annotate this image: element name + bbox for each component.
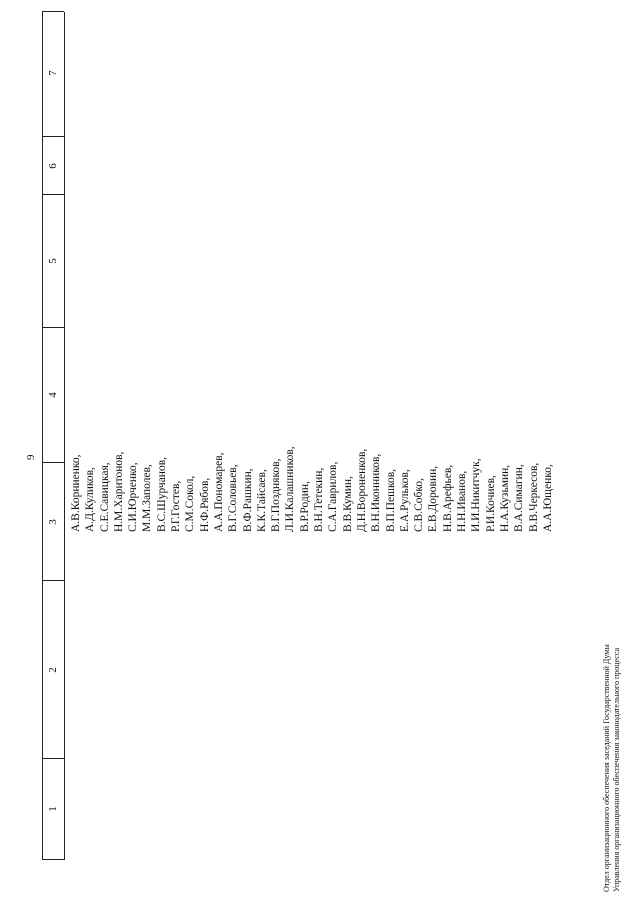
name-entry: Л.И.Калашников,	[284, 446, 297, 532]
name-entry: В.Ф.Рашкин,	[241, 468, 254, 532]
name-entry: С.В.Собко,	[413, 478, 426, 532]
column-number-6: 6	[47, 163, 59, 169]
name-entry: Н.М.Харитонов,	[112, 451, 125, 532]
name-entry: А.А.Ющенко,	[541, 464, 554, 532]
name-entry: В.Н.Иконников,	[370, 453, 383, 532]
table-top-border	[42, 12, 43, 860]
names-list	[69, 446, 555, 532]
name-entry: В.Г.Соловьев,	[227, 464, 240, 532]
footer-department	[602, 644, 622, 892]
column-number-7: 7	[47, 70, 59, 76]
column-number-3: 3	[47, 519, 59, 525]
column-divider	[42, 859, 64, 860]
name-entry: С.Е.Савицкая,	[98, 462, 111, 532]
column-number-2: 2	[47, 667, 59, 673]
name-entry: С.М.Сокол,	[184, 475, 197, 532]
name-entry: А.В.Корниенко,	[70, 454, 82, 532]
column-number-4: 4	[47, 392, 59, 398]
column-divider	[42, 11, 64, 12]
column-number-5: 5	[47, 258, 59, 264]
name-entry: В.В.Черкесов,	[527, 462, 540, 532]
name-entry: А.Д.Куликов,	[84, 467, 97, 532]
column-divider	[42, 136, 64, 137]
name-entry: Е.В.Доровин,	[427, 465, 440, 532]
name-entry: В.Р.Родин,	[298, 481, 311, 532]
name-entry: Р.И.Кочиев,	[484, 475, 497, 532]
name-entry: В.П.Пешков,	[384, 468, 397, 532]
column-divider	[42, 580, 64, 581]
table-header-bottom-border	[64, 12, 65, 860]
column-divider	[42, 758, 64, 759]
footer-line: Управления организационного обеспечения законодательного процесса	[612, 647, 621, 892]
name-entry: К.К.Тайсаев,	[255, 469, 268, 532]
name-entry: С.А.Гаврилов,	[327, 461, 340, 532]
column-divider	[42, 462, 64, 463]
column-divider	[42, 194, 64, 195]
page-number: 9	[25, 454, 37, 460]
column-divider	[42, 327, 64, 328]
name-entry: В.Н.Тетекин,	[313, 467, 326, 532]
name-entry: Н.А.Кузьмин,	[498, 464, 511, 532]
name-entry: Н.В.Арефьев,	[441, 464, 454, 532]
name-entry: В.С.Шурчанов,	[155, 456, 168, 532]
name-entry: Д.Н.Вороненков,	[355, 448, 368, 532]
name-entry: А.А.Пономарев,	[212, 452, 225, 532]
footer-line: Отдел организационного обеспечения заседаний Государственной Думы	[602, 644, 611, 892]
name-entry: С.И.Юрченко,	[127, 462, 140, 532]
name-entry: Н.Н.Иванов,	[456, 470, 469, 532]
name-entry: В.Г.Поздняков,	[270, 458, 283, 532]
name-entry: В.А.Симагин,	[513, 464, 526, 532]
name-entry: Е.А.Рульков,	[398, 469, 411, 532]
name-entry: И.И.Никитчук,	[470, 458, 483, 532]
name-entry: Р.Г.Гостев,	[170, 480, 183, 532]
column-number-1: 1	[47, 806, 59, 812]
name-entry: М.М.Заполев,	[141, 464, 154, 532]
name-entry: В.В.Кумин,	[341, 476, 354, 532]
name-entry: Н.Ф.Рябов,	[198, 477, 211, 532]
